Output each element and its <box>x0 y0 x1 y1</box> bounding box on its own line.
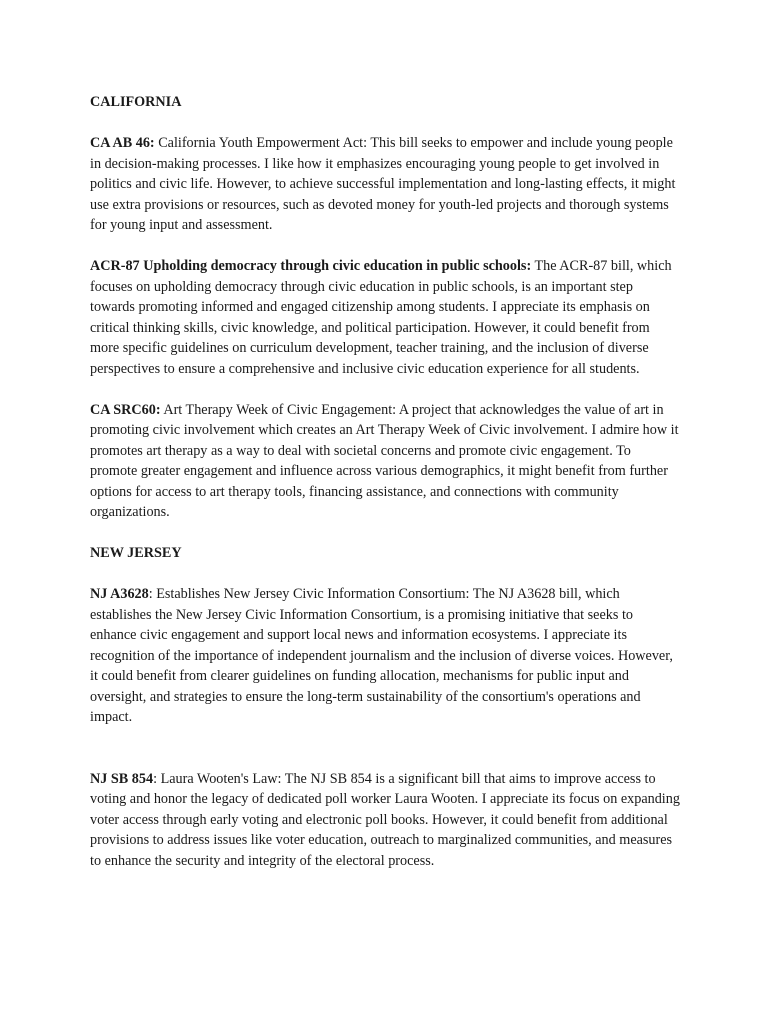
bill-entry-nj-sb-854 <box>90 769 680 872</box>
bill-label: NJ SB 854 <box>90 770 154 787</box>
bill-entry-ca-src60 <box>90 400 680 523</box>
bill-entry-acr-87 <box>90 256 680 379</box>
bill-label: CA SRC60: <box>90 401 161 418</box>
bill-description: : Establishes New Jersey Civic Information Consortium: The NJ A3628 bill, which establishes the New Jersey Civic Information Consortium, is a promising initiative that seeks to enhance civic engagement and support local news and information ecosystems. I appreciate its recognition of the importance of independent journalism and the inclusion of diverse voices. However, it could benefit from clearer guidelines on funding allocation, mechanisms for public input and oversight, and strategies to ensure the long-term sustainability of the consortium's operations and impact. <box>90 586 673 725</box>
bill-label: NJ A3628 <box>90 586 149 602</box>
bill-label: CA AB 46: <box>90 135 155 151</box>
bill-description: California Youth Empowerment Act: This bill seeks to empower and include young people in decision-making processes. I like how it emphasizes encouraging young people to get involved in politics and civic life. However, to achieve successful implementation and long-lasting effects, it might use extra provisions or resources, such as devoted money for youth-led projects and thorough systems for young input and assessment. <box>90 135 676 233</box>
bill-description: Art Therapy Week of Civic Engagement: A project that acknowledges the value of art in promoting civic involvement which creates an Art Therapy Week of Civic involvement. I admire how it promotes art therapy as a way to deal with societal concerns and promote civic engagement. To promote greater engagement and influence across various demographics, it might benefit from further options for access to art therapy tools, financing assistance, and connections with community organizations. <box>90 401 679 520</box>
document-page <box>90 92 680 871</box>
section-heading-new-jersey: NEW JERSEY <box>90 545 182 561</box>
spacer <box>90 564 680 585</box>
spacer <box>90 236 680 257</box>
spacer <box>90 523 680 544</box>
section-heading-california: CALIFORNIA <box>90 94 182 110</box>
bill-entry-nj-a3628 <box>90 584 680 728</box>
spacer <box>90 113 680 134</box>
bill-label: ACR-87 Upholding democracy through civic education in public schools: <box>90 258 532 274</box>
bill-description: : Laura Wooten's Law: The NJ SB 854 is a significant bill that aims to improve access to voting and honor the legacy of dedicated poll worker Laura Wooten. I appreciate its focus on expanding voter access through early voting and electronic poll books. However, it could benefit from additional provisions to address issues like voter education, outreach to marginalized communities, and measures to enhance the security and integrity of the electoral process. <box>90 770 680 869</box>
bill-entry-ca-ab-46 <box>90 133 680 236</box>
spacer <box>90 728 680 769</box>
bill-description: The ACR-87 bill, which focuses on upholding democracy through civic education in public schools, is an important step towards promoting informed and engaged citizenship among students. I appreciate its emphasis on critical thinking skills, civic knowledge, and political participation. However, it could benefit from more specific guidelines on curriculum development, teacher training, and the inclusion of diverse perspectives to ensure a comprehensive and inclusive civic education experience for all students. <box>90 258 672 377</box>
spacer <box>90 379 680 400</box>
